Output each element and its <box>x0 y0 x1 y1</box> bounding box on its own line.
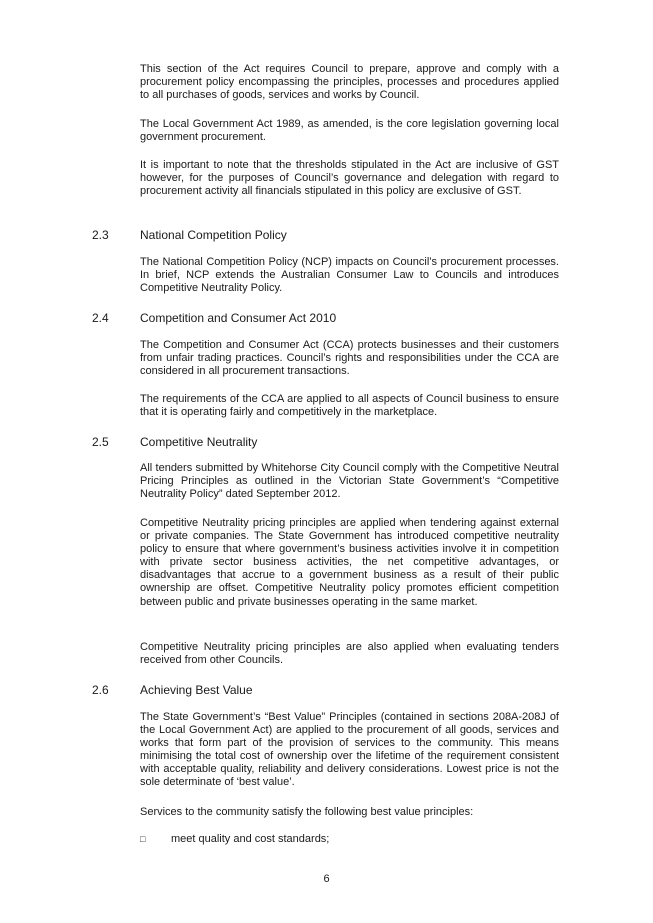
paragraph-neutrality-pricing: Competitive Neutrality pricing principles are applied when tendering against external or private companies. The State Government has introduced competitive neutrality policy to ensure that where government’s business activities involve it in competition with private sector business activities, the net competitive advantages, or disadvantages that accrue to a government business as a result of their public ownership are offset. Competitive Neutrality policy promotes efficient competition between public and private businesses operating in the same market. <box>140 517 559 608</box>
paragraph-best-value-principles: The State Government’s “Best Value” Principles (contained in sections 208A-208J of the Local Government Act) are applied to the procurement of all goods, services and works that form part of the provision of services to the community. This means minimising the total cost of ownership over the lifetime of the requirement consistent with acceptable quality, reliability and delivery considerations. Lowest price is not the sole determinate of ‘best value’. <box>140 711 559 789</box>
section-heading-2-4 <box>92 311 336 325</box>
paragraph-evaluating-tenders: Competitive Neutrality pricing principles are also applied when evaluating tenders received from other Councils. <box>140 641 559 667</box>
paragraph-ncp: The National Competition Policy (NCP) impacts on Council’s procurement processes. In brief, NCP extends the Australian Consumer Law to Councils and introduces Competitive Neutrality Policy. <box>140 256 559 295</box>
paragraph-services-community: Services to the community satisfy the following best value principles: <box>140 806 474 818</box>
paragraph-gst-thresholds: It is important to note that the thresholds stipulated in the Act are inclusive of GST however, for the purposes of Council’s governance and delegation with regard to procurement activity all financials stipulated in this policy are exclusive of GST. <box>140 159 559 198</box>
paragraph-procurement-policy: This section of the Act requires Council to prepare, approve and comply with a procurement policy encompassing the principles, processes and procedures applied to all purchases of goods, services and works by Council. <box>140 63 559 102</box>
section-number: 2.3 <box>92 228 109 242</box>
section-title: Competitive Neutrality <box>140 435 258 449</box>
paragraph-local-government-act: The Local Government Act 1989, as amended, is the core legislation governing local government procurement. <box>140 118 559 144</box>
paragraph-cca-requirements: The requirements of the CCA are applied to all aspects of Council business to ensure that it is operating fairly and competitively in the marketplace. <box>140 393 559 419</box>
section-title: National Competition Policy <box>140 228 287 242</box>
section-number: 2.5 <box>92 435 109 449</box>
section-title: Competition and Consumer Act 2010 <box>140 311 337 325</box>
section-heading-2-5 <box>92 435 257 449</box>
section-heading-2-6 <box>92 683 253 697</box>
section-number: 2.6 <box>92 683 109 697</box>
bullet-item <box>140 833 559 846</box>
section-title: Achieving Best Value <box>140 683 253 697</box>
section-number: 2.4 <box>92 311 109 325</box>
paragraph-cca-protects: The Competition and Consumer Act (CCA) protects businesses and their customers from unfair trading practices. Council’s rights and responsibilities under the CCA are considered in all procurement transactions. <box>140 339 559 378</box>
page-number: 6 <box>323 873 330 885</box>
paragraph-tenders-comply: All tenders submitted by Whitehorse City Council comply with the Competitive Neutral Pricing Principles as outlined in the Victorian State Government’s “Competitive Neutrality Policy” dated September 2012. <box>140 462 559 501</box>
bullet-text: meet quality and cost standards; <box>171 833 330 845</box>
section-heading-2-3 <box>92 228 287 242</box>
bullet-marker-icon: □ <box>140 834 146 844</box>
